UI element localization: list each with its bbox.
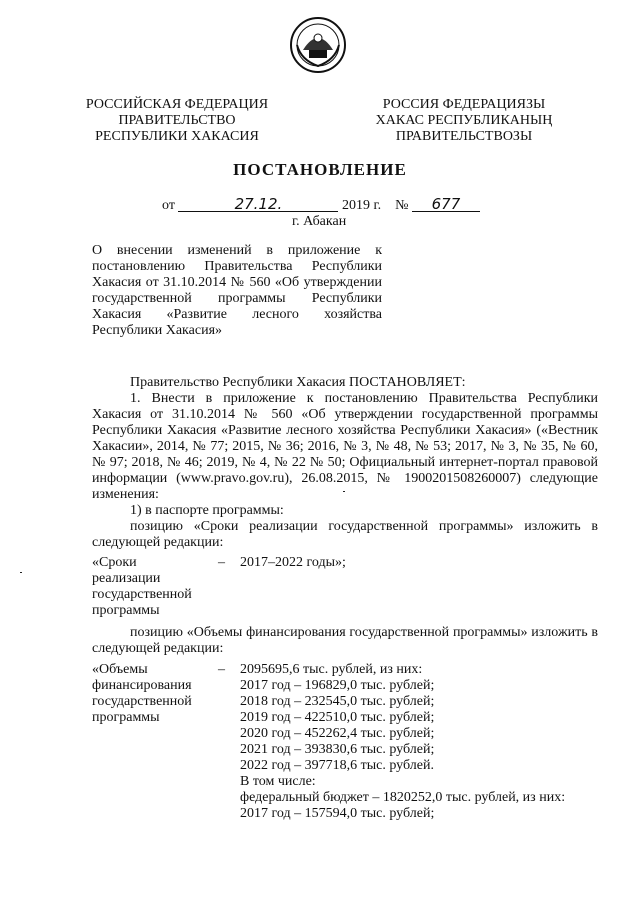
table-2-value-line: 2018 год – 232545,0 тыс. рублей; [240,694,435,709]
table-2-label-line: финансирования [92,678,192,693]
table-2-value-line: 2019 год – 422510,0 тыс. рублей; [240,710,435,725]
scan-speck [343,491,345,492]
header-right-line: РОССИЯ ФЕДЕРАЦИЯЗЫ [382,97,546,112]
table-2-values [240,662,600,822]
from-label: от [162,198,175,213]
table-1-label [92,555,232,619]
document-title: ПОСТАНОВЛЕНИЕ [233,160,407,179]
table-1-dash: – [218,555,225,570]
table-2-value-line: 2095695,6 тыс. рублей, из них: [240,662,423,677]
handwritten-date: 27.12. [178,197,338,212]
city-label: г. Абакан [292,214,347,229]
header-right [349,97,579,145]
table-2-value-line: В том числе: [240,774,316,789]
handwritten-number: 677 [412,197,480,212]
table-1-label-line: программы [92,603,160,618]
header-left [62,97,292,145]
table-1-label-line: «Сроки [92,555,137,570]
header-right-line: ПРАВИТЕЛЬСТВОЗЫ [395,129,533,144]
table-2-value-line: 2017 год – 196829,0 тыс. рублей; [240,678,435,693]
document-subject: О внесении изменений в приложение к постановлению Правительства Республики Хакасия от 31.10.2014 № 560 «Об утверждении государственной программы Республики Хакасия «Развитие лесного хозяйства Республики Хакасия» [92,243,382,338]
table-2-label-line: программы [92,710,160,725]
header-left-line: РЕСПУБЛИКИ ХАКАСИЯ [95,129,259,144]
table-2-label-line: государственной [92,694,192,709]
table-2-value-line: 2017 год – 157594,0 тыс. рублей; [240,806,435,821]
header-left-line: ПРАВИТЕЛЬСТВО [118,113,236,128]
year-label: 2019 г. [341,198,382,213]
table-2-label [92,662,232,726]
position-2-text: позицию «Объемы финансирования государственной программы» изложить в следующей редакции: [92,625,598,656]
table-2-value-line: 2021 год – 393830,6 тыс. рублей; [240,742,435,757]
scan-speck [20,572,22,573]
position-1-text: позицию «Сроки реализации государственной программы» изложить в следующей редакции: [92,519,598,550]
table-2-label-line: «Объемы [92,662,148,677]
preamble: Правительство Республики Хакасия ПОСТАНОВЛЯЕТ: [130,375,466,390]
table-1-value: 2017–2022 годы»; [240,555,346,570]
table-2-value-line: 2022 год – 397718,6 тыс. рублей. [240,758,434,773]
coat-of-arms-emblem [289,16,347,74]
table-2-value-line: 2020 год – 452262,4 тыс. рублей; [240,726,435,741]
header-right-line: ХАКАС РЕСПУБЛИКАНЫҢ [375,113,553,128]
subitem-1-text: 1) в паспорте программы: [130,503,284,518]
table-2-value-line: федеральный бюджет – 1820252,0 тыс. рублей, из них: [240,790,566,805]
header-left-line: РОССИЙСКАЯ ФЕДЕРАЦИЯ [85,97,269,112]
table-1-label-line: государственной [92,587,192,602]
number-label: № [395,198,409,213]
date-number-line [162,197,480,214]
table-2-dash: – [218,662,225,677]
item-1-text: 1. Внести в приложение к постановлению Правительства Республики Хакасия от 31.10.2014 № 560 «Об утверждении государственной программы Республики Хакасия «Развитие лесного хозяйства Республики Хакасия» («Вестник Хакасии», 2014, № 77; 2015, № 36; 2016, № 3, № 48, № 53; 2017, № 3, № 35, № 60, № 97; 2018, № 46; 2019, № 4, № 22 № 50; Официальный интернет-портал правовой информации (www.pravo.gov.ru), 26.08.2015, № 1900201508260007) следующие изменения: [92,391,598,502]
table-1-label-line: реализации [92,571,161,586]
